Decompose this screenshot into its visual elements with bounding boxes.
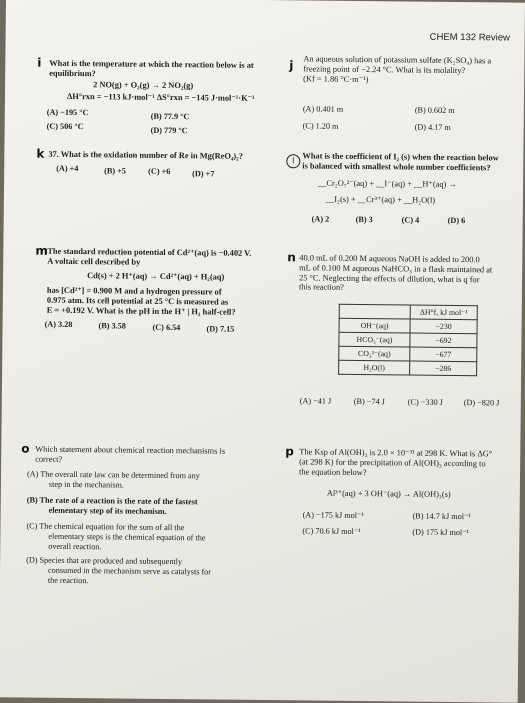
question-k-stem: 37. What is the oxidation number of Re in Mg(ReO₄)₂? xyxy=(48,149,243,161)
question-k-option-c[interactable]: (C) +6 xyxy=(148,166,171,177)
question-i-marker: i xyxy=(37,55,42,70)
question-m-option-a[interactable]: (A) 3.28 xyxy=(44,319,73,329)
question-i-option-b[interactable]: (B) 77.9 °C xyxy=(150,111,190,122)
question-m-option-d[interactable]: (D) 7.15 xyxy=(206,324,235,334)
question-i-equation: 2 NO(g) + O₂(g) → 2 NO₂(g) xyxy=(93,80,194,91)
question-n-stem: 40.0 mL of 0.200 M aqueous NaOH is added to 200.0 mL of 0.100 M aqueous NaHCO₃ in a flask maintained at 25 °C. Neglecting the effects of dilution, what is q for this reaction? xyxy=(298,253,493,293)
question-n-marker: n xyxy=(287,250,296,265)
question-k-option-d[interactable]: (D) +7 xyxy=(192,169,215,179)
question-i-option-d[interactable]: (D) 779 °C xyxy=(150,125,188,136)
question-m-stem: The standard reduction potential of Cd²⁺(aq) is −0.402 V. A voltaic cell described by xyxy=(47,246,252,267)
question-i-thermo-data: ΔH°rxn = −113 kJ·mol⁻¹ ΔS°rxn = −145 J·mol⁻¹·K⁻¹ xyxy=(66,91,255,103)
question-l-option-a[interactable]: (A) 2 xyxy=(311,214,330,224)
table-cell-value: −230 xyxy=(410,319,477,334)
question-l-marker: l xyxy=(286,154,300,168)
question-p-stem: The Ksp of Al(OH)₃ is 2.0 × 10⁻³¹ at 298 K. What is ΔG° (at 298 K) for the precipitation of Al(OH)₃ according to the equation below? xyxy=(299,447,493,477)
question-k-marker: k xyxy=(36,146,45,161)
question-i-stem: What is the temperature at which the reaction below is at equilibrium? xyxy=(49,58,254,79)
question-l-option-b[interactable]: (B) 3 xyxy=(355,214,373,225)
table-cell-species: H₂O(l) xyxy=(339,360,410,375)
question-l-stem: What is the coefficient of I₂ (s) when the reaction below is balanced with smallest whole number coefficients? xyxy=(302,151,499,173)
question-j-marker: j xyxy=(289,58,294,73)
question-j-option-b[interactable]: (B) 0.602 m xyxy=(414,105,455,115)
enthalpy-of-formation-table xyxy=(338,304,478,376)
question-p-option-a[interactable]: (A) −175 kJ mol⁻¹ xyxy=(302,510,364,521)
table-row xyxy=(339,318,477,333)
question-l-option-c[interactable]: (C) 4 xyxy=(401,215,420,225)
table-header-cell xyxy=(339,304,410,319)
question-m-body: has [Cd²⁺] = 0.900 M and a hydrogen pressure of 0.975 atm. Its cell potential at 25 °C is measured as E = +0.192 V. What is the pH in the H⁺ | H₂ half-cell? xyxy=(46,285,236,317)
question-p-option-d[interactable]: (D) 175 kJ mol⁻¹ xyxy=(412,527,470,538)
table-cell-value: −286 xyxy=(410,361,477,376)
question-p-option-b[interactable]: (B) 14.7 kJ mol⁻¹ xyxy=(412,511,471,522)
table-cell-value: −692 xyxy=(410,333,477,348)
table-row xyxy=(339,360,477,375)
question-j-option-a[interactable]: (A) 0.401 m xyxy=(302,104,344,114)
table-cell-species: OH⁻(aq) xyxy=(339,318,410,333)
question-n-option-c[interactable]: (C) −330 J xyxy=(407,397,443,407)
question-m-option-b[interactable]: (B) 3.58 xyxy=(98,321,126,331)
question-i-option-a[interactable]: (A) −195 °C xyxy=(46,107,89,118)
table-header-cell: ΔH°f, kJ mol⁻¹ xyxy=(410,305,477,320)
question-o-option-c[interactable]: (C) The chemical equation for the sum of all the elementary steps is the chemical equation of the overall reaction. xyxy=(26,521,206,551)
question-k-option-b[interactable]: (B) +5 xyxy=(104,166,126,176)
question-o-stem: Which statement about chemical reaction mechanisms is correct? xyxy=(35,444,226,464)
question-p-option-c[interactable]: (C) 70.6 kJ mol⁻¹ xyxy=(302,526,361,537)
question-n-option-d[interactable]: (D) −820 J xyxy=(463,398,500,408)
question-j-option-d[interactable]: (D) 4.17 m xyxy=(414,122,451,132)
question-j-option-c[interactable]: (C) 1.20 m xyxy=(302,121,339,131)
table-header-row xyxy=(339,304,477,319)
question-m-marker: m xyxy=(35,243,48,258)
table-row xyxy=(339,332,477,347)
question-i-option-c[interactable]: (C) 506 °C xyxy=(46,121,84,132)
question-o-marker: o xyxy=(21,441,30,456)
question-o-option-a[interactable]: (A) The overall rate law can be determined from any step in the mechanism. xyxy=(26,469,200,490)
question-p-equation: Al³⁺(aq) + 3 OH⁻(aq) → Al(OH)₃(s) xyxy=(326,488,451,499)
course-header: CHEM 132 Review xyxy=(429,31,510,44)
question-l-option-d[interactable]: (D) 6 xyxy=(447,215,466,226)
question-m-option-c[interactable]: (C) 6.54 xyxy=(152,322,181,333)
question-l-equation-line-2: __I₂(s) + __Cr³⁺(aq) + __H₂O(l) xyxy=(325,194,436,205)
question-n-option-b[interactable]: (B) −74 J xyxy=(353,396,385,407)
question-l-marker-circle xyxy=(286,150,300,168)
table-cell-species: HCO₃⁻(aq) xyxy=(339,332,410,347)
question-p-marker: p xyxy=(285,444,294,459)
question-o-option-d[interactable]: (D) Species that are produced and subsequently consumed in the mechanism serve as catalysts for the reaction. xyxy=(26,555,212,585)
question-j-stem: An aqueous solution of potassium sulfate (K₂SO₄) has a freezing point of −2.24 °C. What is its molality? (Kf = 1.86 °C·m⁻¹) xyxy=(303,54,492,84)
question-l-equation-line-1: __Cr₂O₇²⁻(aq) + __I⁻(aq) + __H⁺(aq) → xyxy=(318,178,457,190)
table-cell-value: −677 xyxy=(410,347,477,362)
table-row xyxy=(339,346,477,361)
question-k-option-a[interactable]: (A) +4 xyxy=(56,163,79,174)
question-n-option-a[interactable]: (A) −41 J xyxy=(299,396,332,406)
table-cell-species: CO₃²⁻(aq) xyxy=(339,346,410,361)
question-o-option-b[interactable]: (B) The rate of a reaction is the rate of the fastest elementary step of its mechanism. xyxy=(26,495,198,516)
question-m-equation: Cd(s) + 2 H⁺(aq) → Cd²⁺(aq) + H₂(aq) xyxy=(87,271,225,282)
